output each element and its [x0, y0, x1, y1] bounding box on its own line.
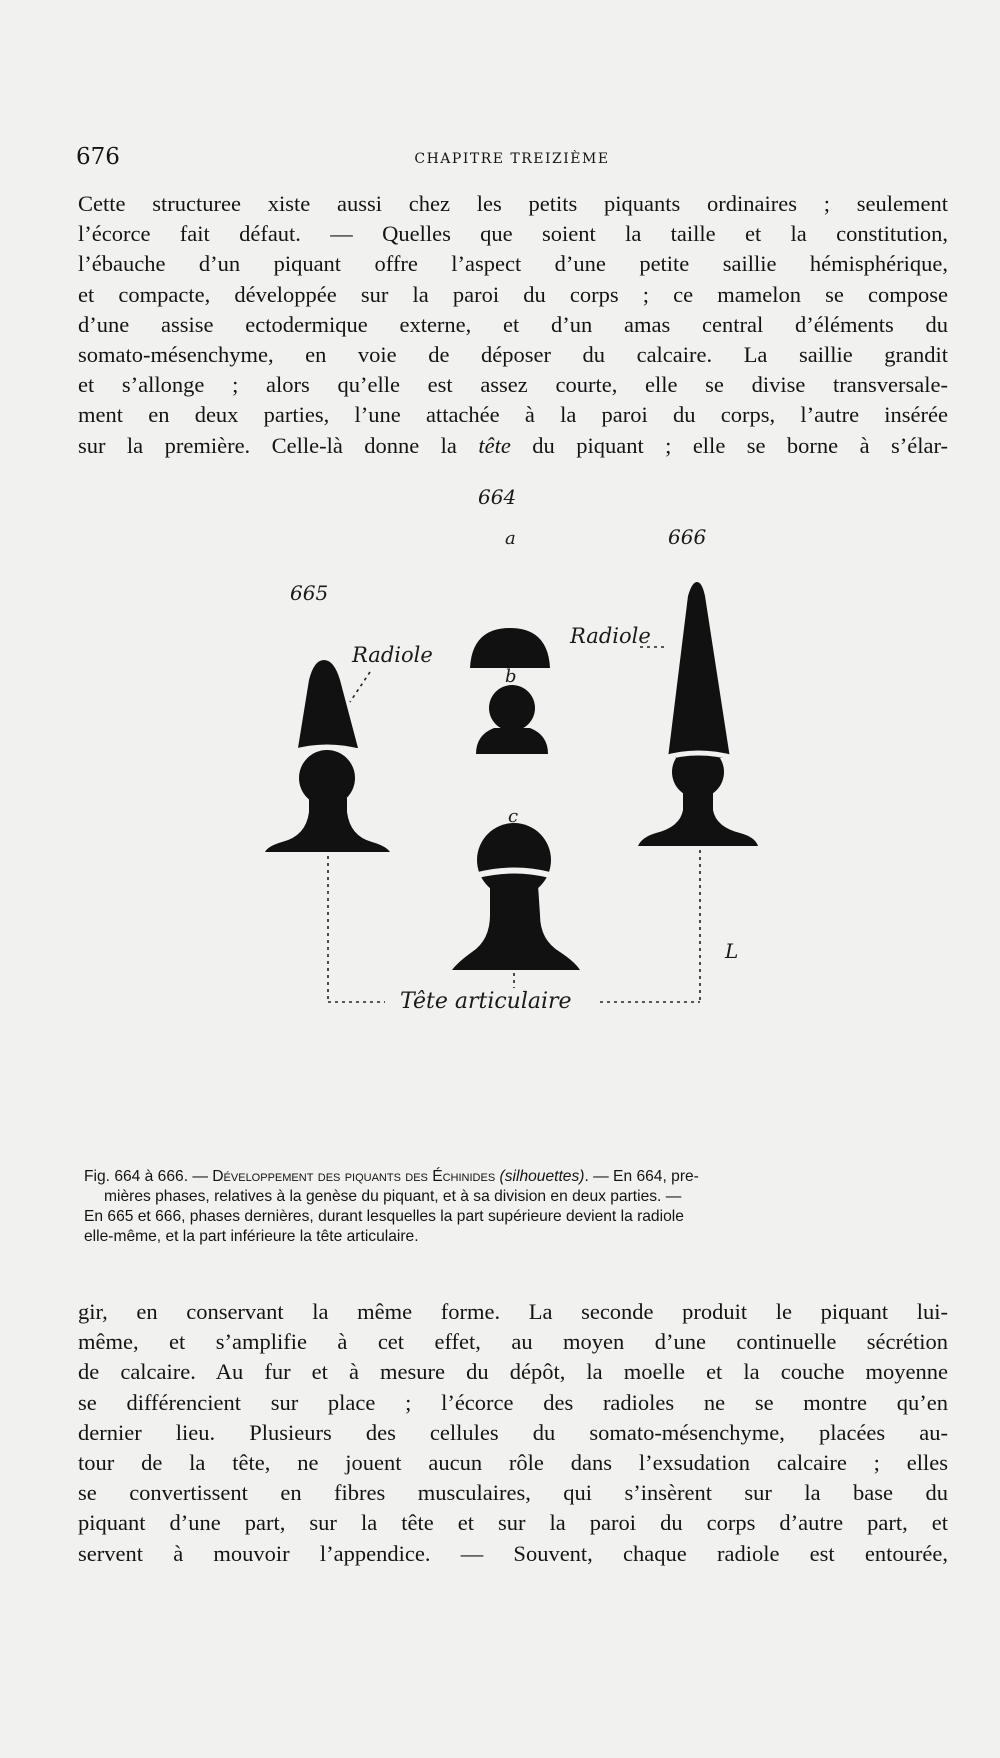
stage-666-silhouette — [638, 582, 758, 846]
figure-label-665: 665 — [290, 581, 329, 605]
figure-label-radiole-right: Radiole — [570, 624, 651, 648]
figure-label-radiole-left: Radiole — [352, 643, 433, 667]
text-run: sur la première. Celle-là donne la — [78, 432, 457, 458]
text-line: gir, en conservant la même forme. La seconde produit le piquant lui- — [78, 1299, 948, 1324]
caption-line: elle-même, et la part inférieure la tête articulaire. — [84, 1228, 419, 1245]
page-number: 676 — [76, 144, 120, 170]
text-line: l’ébauche d’un piquant offre l’aspect d’une petite saillie hémisphérique, — [78, 251, 948, 277]
figure-label-a: a — [505, 528, 516, 549]
figure-label-b: b — [505, 666, 517, 687]
text-line-mixed — [78, 431, 948, 461]
caption-title: Développement des piquants des Échinides — [212, 1168, 496, 1185]
figure-label-664: 664 — [478, 485, 517, 509]
text-line: tour de la tête, ne jouent aucun rôle dans l’exsudation calcaire ; elles — [78, 1450, 948, 1476]
figure-caption — [84, 1167, 946, 1247]
text-line: somato-mésenchyme, en voie de déposer du calcaire. La saillie grandit — [78, 342, 948, 368]
figure-label-bottom-right: L — [725, 939, 739, 963]
caption-italic: (silhouettes) — [499, 1168, 585, 1185]
stage-665-silhouette — [265, 660, 390, 852]
stage-c-silhouette — [452, 823, 580, 970]
text-line: de calcaire. Au fur et à mesure du dépôt, la moelle et la couche moyenne — [78, 1359, 948, 1385]
caption-line: En 665 et 666, phases dernières, durant lesquelles la part supérieure devient la radiole — [84, 1208, 684, 1225]
figure-label-c: c — [508, 806, 519, 827]
text-line: dernier lieu. Plusieurs des cellules du somato-mésenchyme, placées au- — [78, 1419, 948, 1445]
text-line: et s’allonge ; alors qu’elle est assez courte, elle se divise transversale- — [78, 372, 948, 398]
figure-664-666 — [0, 485, 1000, 1130]
text-line: et compacte, développée sur la paroi du corps ; ce mamelon se compose — [78, 281, 948, 307]
text-line: se différencient sur place ; l’écorce des radioles ne se montre qu’en — [78, 1389, 948, 1415]
page-header — [76, 144, 948, 178]
text-line: d’une assise ectodermique externe, et d’un amas central d’éléments du — [78, 311, 948, 337]
caption-prefix: Fig. 664 à 666. — — [84, 1168, 213, 1185]
figure-label-tete-articulaire: Tête articulaire — [400, 989, 572, 1014]
stage-b-silhouette — [476, 685, 548, 754]
text-run: du piquant ; elle se borne à s’élar- — [532, 432, 949, 458]
text-line: l’écorce fait défaut. — Quelles que soient la taille et la constitution, — [78, 221, 948, 247]
stage-a-silhouette — [470, 628, 550, 668]
text-line: piquant d’une part, sur la tête et sur la paroi du corps d’autre part, et — [78, 1510, 948, 1536]
text-line: ment en deux parties, l’une attachée à la paroi du corps, l’autre insérée — [78, 402, 948, 428]
body-text-bottom — [78, 1297, 948, 1569]
text-line: Cette structuree xiste aussi chez les petits piquants ordinaires ; seulement — [78, 191, 948, 216]
caption-line — [84, 1167, 946, 1187]
italic-word: tête — [478, 432, 511, 458]
caption-rest: . — En 664, pre- — [584, 1168, 699, 1185]
text-line: même, et s’amplifie à cet effet, au moyen d’une continuelle sécrétion — [78, 1329, 948, 1355]
caption-line: mières phases, relatives à la genèse du piquant, et à sa division en deux parties. — — [104, 1188, 682, 1205]
text-line: se convertissent en fibres musculaires, qui s’insèrent sur la base du — [78, 1480, 948, 1506]
figure-label-666: 666 — [668, 525, 707, 549]
text-line: servent à mouvoir l’appendice. — Souvent, chaque radiole est entourée, — [78, 1540, 948, 1566]
running-head: CHAPITRE TREIZIÈME — [414, 151, 610, 167]
body-text-top — [78, 189, 948, 461]
